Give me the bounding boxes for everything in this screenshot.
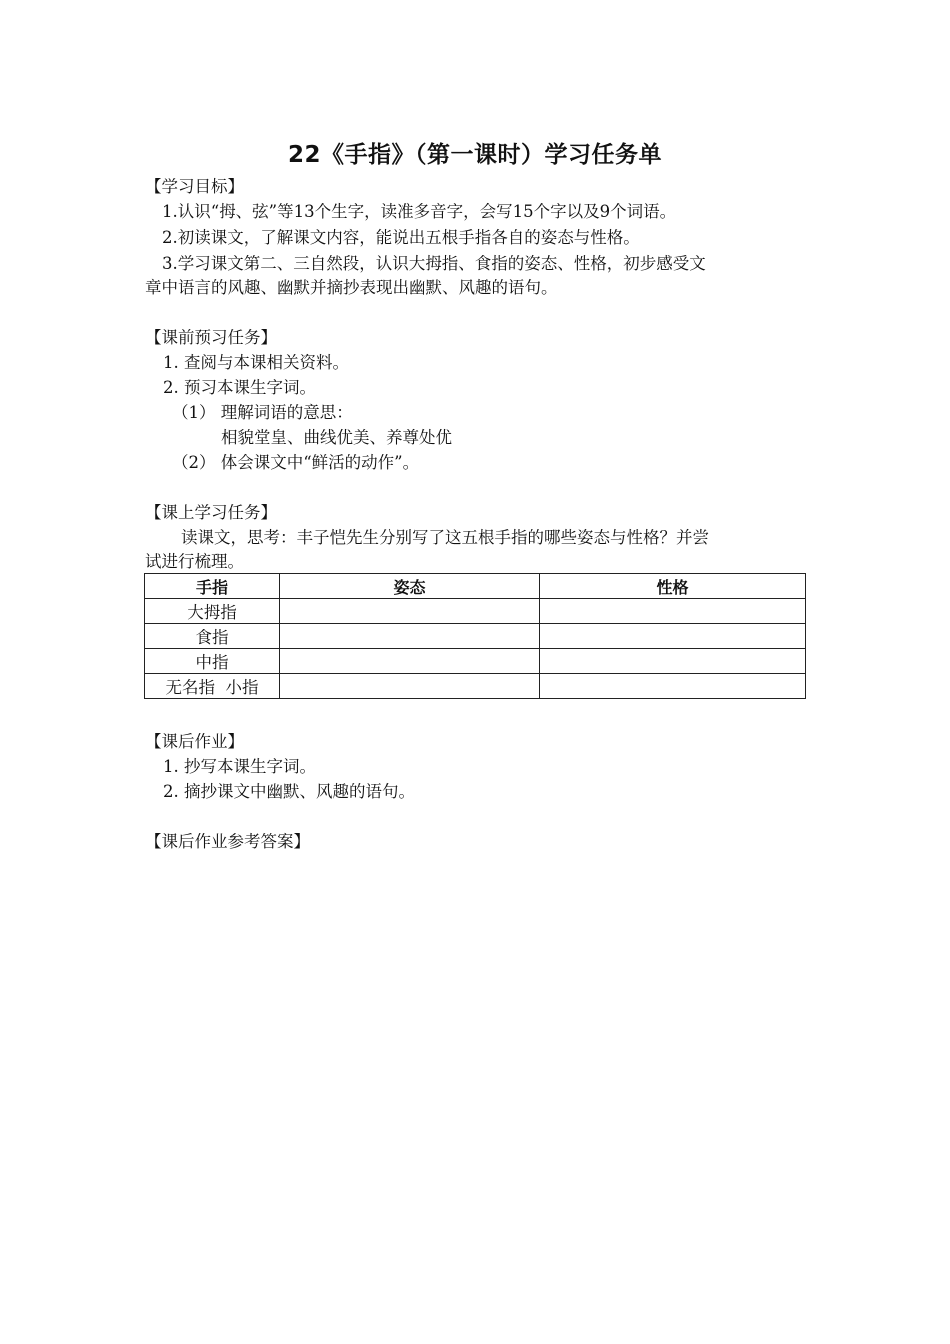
finger-table	[144, 573, 806, 699]
table-cell-empty	[280, 624, 540, 649]
table-header-posture: 姿态	[280, 574, 540, 599]
table-row	[145, 649, 806, 674]
preview-sub-1-words: 相貌堂皇、曲线优美、养尊处优	[221, 428, 452, 447]
table-row	[145, 599, 806, 624]
goals-heading: 【学习目标】	[145, 177, 244, 196]
table-cell-empty	[540, 599, 806, 624]
document-title: 22《手指》（第一课时）学习任务单	[287, 142, 662, 168]
table-cell-empty	[280, 599, 540, 624]
goal-item-3-cont: 章中语言的风趣、幽默并摘抄表现出幽默、风趣的语句。	[145, 278, 558, 297]
table-cell: 中指	[145, 649, 280, 674]
goal-item-2: 2.初读课文，了解课文内容，能说出五根手指各自的姿态与性格。	[162, 228, 640, 247]
table-cell-empty	[540, 674, 806, 699]
table-cell: 食指	[145, 624, 280, 649]
table-cell: 大拇指	[145, 599, 280, 624]
table-cell: 无名指 小指	[145, 674, 280, 699]
homework-heading: 【课后作业】	[145, 732, 244, 751]
table-row	[145, 674, 806, 699]
table-cell-empty	[280, 674, 540, 699]
table-cell-empty	[280, 649, 540, 674]
goal-item-3: 3.学习课文第二、三自然段，认识大拇指、食指的姿态、性格，初步感受文	[162, 254, 706, 273]
preview-sub-2: （2） 体会课文中“鲜活的动作”。	[172, 453, 420, 472]
inclass-prompt-cont: 试进行梳理。	[145, 552, 244, 571]
goal-item-1: 1.认识“拇、弦”等13个生字，读准多音字，会写15个字以及9个词语。	[162, 202, 677, 221]
homework-item-1: 1. 抄写本课生字词。	[163, 757, 316, 776]
inclass-prompt: 读课文，思考：丰子恺先生分别写了这五根手指的哪些姿态与性格？并尝	[181, 528, 709, 547]
preview-sub-1: （1） 理解词语的意思：	[172, 403, 353, 422]
answers-heading: 【课后作业参考答案】	[145, 832, 310, 851]
inclass-heading: 【课上学习任务】	[145, 503, 277, 522]
table-header-character: 性格	[540, 574, 806, 599]
table-header-row	[145, 574, 806, 599]
table-row	[145, 624, 806, 649]
table-cell-empty	[540, 624, 806, 649]
table-header-finger: 手指	[145, 574, 280, 599]
preview-item-1: 1. 查阅与本课相关资料。	[163, 353, 349, 372]
preview-heading: 【课前预习任务】	[145, 328, 277, 347]
preview-item-2: 2. 预习本课生字词。	[163, 378, 316, 397]
table-cell-empty	[540, 649, 806, 674]
homework-item-2: 2. 摘抄课文中幽默、风趣的语句。	[163, 782, 415, 801]
